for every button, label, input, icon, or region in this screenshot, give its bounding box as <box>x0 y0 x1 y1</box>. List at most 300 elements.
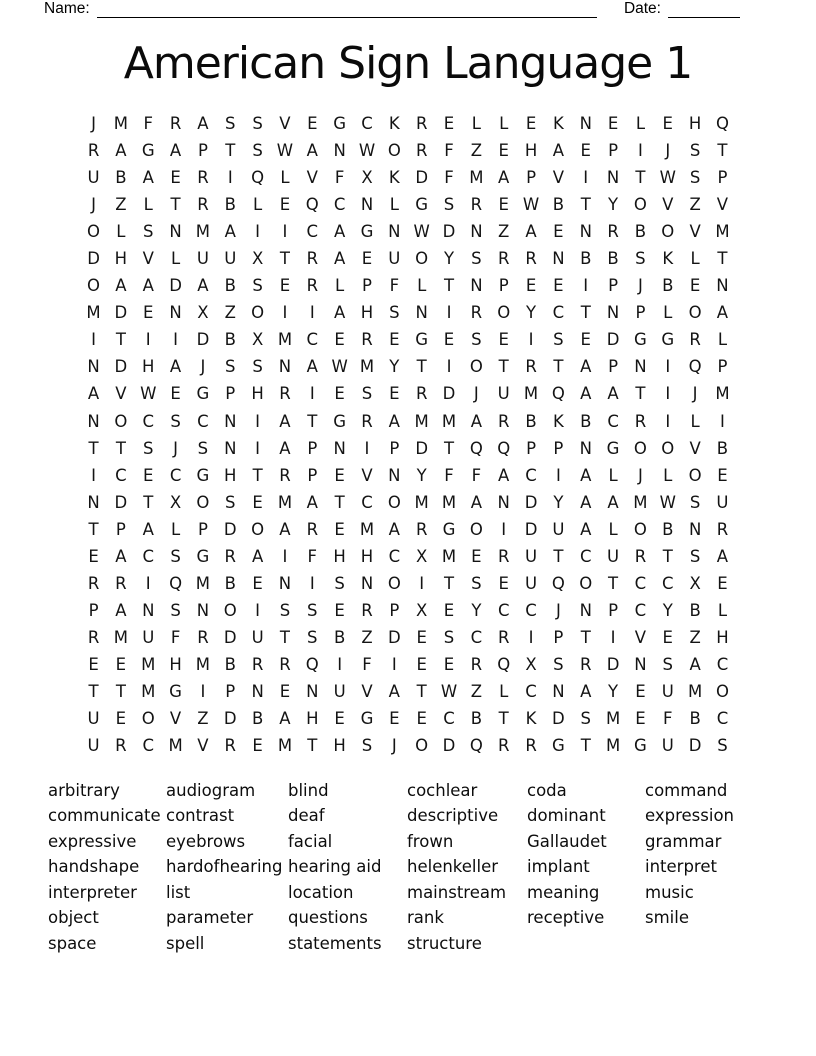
grid-letter: A <box>580 682 592 701</box>
grid-letter: I <box>145 573 151 593</box>
grid-letter: I <box>145 330 151 350</box>
grid-letter: K <box>552 114 564 134</box>
grid-letter: V <box>662 195 674 215</box>
grid-letter: Z <box>470 682 483 701</box>
grid-letter: P <box>553 438 564 458</box>
grid-letter: M <box>168 736 183 756</box>
grid-letter: P <box>197 141 208 161</box>
grid-letter: J <box>91 114 96 134</box>
grid-letter: Y <box>662 600 673 620</box>
grid-letter: D <box>442 736 456 756</box>
grid-letter: V <box>689 222 701 242</box>
grid-letter: I <box>227 168 233 188</box>
grid-letter: I <box>282 303 288 323</box>
word-item: helenkeller <box>407 857 499 877</box>
grid-letter: E <box>389 709 400 729</box>
grid-letter: S <box>225 114 236 134</box>
grid-letter: R <box>470 303 483 323</box>
grid-letter: C <box>662 573 674 593</box>
grid-letter: R <box>306 276 319 296</box>
grid-letter: P <box>389 438 400 458</box>
grid-letter: T <box>252 465 263 485</box>
grid-letter: R <box>497 411 510 431</box>
grid-letter: B <box>115 168 127 188</box>
grid-letter: C <box>361 492 373 512</box>
grid-letter: I <box>555 465 561 485</box>
grid-letter: E <box>498 573 509 593</box>
grid-letter: Z <box>361 627 373 647</box>
grid-letter: P <box>608 141 619 161</box>
grid-letter: Z <box>224 303 236 323</box>
grid-letter: C <box>333 195 346 215</box>
grid-letter: O <box>87 222 101 242</box>
grid-letter: D <box>87 249 100 269</box>
grid-letter: L <box>608 519 618 539</box>
grid-letter: I <box>200 682 206 701</box>
grid-letter: X <box>197 303 209 323</box>
grid-letter: Z <box>689 627 701 647</box>
grid-letter: N <box>579 222 592 242</box>
grid-letter: E <box>553 276 564 296</box>
grid-letter: E <box>334 465 345 485</box>
grid-letter: F <box>444 168 454 188</box>
grid-letter: I <box>309 384 315 404</box>
grid-letter: L <box>471 114 481 134</box>
grid-letter: T <box>416 357 427 377</box>
grid-letter: E <box>252 573 263 593</box>
word-item: facial <box>288 831 333 851</box>
grid-letter: A <box>306 492 318 512</box>
grid-letter: M <box>441 492 457 512</box>
grid-letter: Q <box>497 654 511 674</box>
grid-letter: S <box>361 384 373 404</box>
grid-letter: V <box>169 709 182 729</box>
grid-letter: E <box>334 519 345 539</box>
grid-letter: U <box>716 492 729 512</box>
grid-letter: M <box>359 519 375 539</box>
grid-letter: S <box>471 573 482 593</box>
grid-letter: X <box>525 654 537 674</box>
grid-letter: T <box>443 438 455 458</box>
grid-letter: P <box>362 276 372 296</box>
grid-letter: R <box>224 546 236 566</box>
grid-letter: C <box>525 465 537 485</box>
grid-letter: A <box>115 546 127 566</box>
grid-letter: A <box>580 384 592 404</box>
grid-letter: S <box>307 627 318 647</box>
grid-letter: F <box>307 546 318 566</box>
grid-letter: U <box>388 249 401 269</box>
grid-letter: A <box>580 357 592 377</box>
grid-letter: E <box>334 600 345 620</box>
grid-letter: F <box>389 276 400 296</box>
grid-letter: N <box>196 600 210 620</box>
grid-letter: S <box>471 330 482 350</box>
grid-letter: I <box>665 411 671 431</box>
grid-letter: E <box>115 654 127 674</box>
grid-letter: L <box>690 411 700 431</box>
grid-letter: W <box>522 195 540 215</box>
grid-letter: D <box>688 736 702 756</box>
grid-letter: B <box>689 709 701 729</box>
grid-letter: Z <box>115 195 127 215</box>
grid-letter: E <box>553 222 564 242</box>
grid-letter: M <box>141 654 156 674</box>
grid-letter: D <box>442 384 456 404</box>
grid-letter: J <box>200 357 206 377</box>
grid-letter: E <box>662 114 673 134</box>
word-list-column <box>407 778 527 956</box>
grid-letter: N <box>470 222 483 242</box>
grid-letter: W <box>440 682 458 701</box>
grid-letter: R <box>525 357 537 377</box>
grid-letter: L <box>335 276 345 296</box>
grid-letter: S <box>197 438 209 458</box>
grid-letter: R <box>525 736 537 756</box>
grid-letter: T <box>279 627 290 647</box>
grid-letter: H <box>524 141 538 161</box>
grid-letter: R <box>716 519 729 539</box>
grid-letter: T <box>143 492 154 512</box>
grid-letter: A <box>333 222 346 242</box>
word-item: receptive <box>527 908 605 928</box>
grid-letter: E <box>689 276 701 296</box>
word-item: interpret <box>645 857 717 877</box>
grid-letter: R <box>470 654 483 674</box>
grid-letter: U <box>87 736 100 756</box>
grid-letter: U <box>661 682 674 701</box>
grid-letter: G <box>661 330 675 350</box>
word-item: eyebrows <box>166 831 246 851</box>
grid-letter: A <box>498 168 510 188</box>
grid-letter: X <box>416 600 428 620</box>
grid-letter: Y <box>608 682 619 701</box>
grid-letter: B <box>251 709 264 729</box>
grid-letter: O <box>661 222 675 242</box>
grid-letter: G <box>196 384 210 404</box>
grid-letter: G <box>360 709 374 729</box>
grid-letter: E <box>143 465 154 485</box>
grid-letter: C <box>142 736 154 756</box>
grid-letter: R <box>87 573 100 593</box>
grid-letter: M <box>469 168 484 188</box>
grid-letter: T <box>88 519 99 539</box>
grid-letter: U <box>525 573 538 593</box>
grid-letter: A <box>607 384 619 404</box>
grid-letter: E <box>279 682 291 701</box>
grid-letter: U <box>196 249 209 269</box>
grid-letter: T <box>662 546 673 566</box>
grid-letter: E <box>416 654 427 674</box>
grid-letter: M <box>605 736 621 756</box>
grid-letter: L <box>635 114 646 134</box>
grid-letter: X <box>169 492 182 512</box>
grid-letter: M <box>86 303 101 323</box>
grid-letter: S <box>635 249 646 269</box>
grid-letter: S <box>553 654 564 674</box>
grid-letter: H <box>333 546 346 566</box>
grid-letter: L <box>170 249 181 269</box>
grid-letter: D <box>524 492 538 512</box>
grid-letter: B <box>580 411 592 431</box>
word-item: music <box>645 882 694 902</box>
grid-letter: N <box>634 357 647 377</box>
grid-letter: M <box>441 411 457 431</box>
grid-letter: O <box>196 492 210 512</box>
grid-letter: A <box>580 519 592 539</box>
grid-letter: O <box>223 600 237 620</box>
grid-letter: B <box>333 627 346 647</box>
grid-letter: N <box>87 357 100 377</box>
word-item: list <box>166 882 191 902</box>
grid-letter: I <box>255 411 261 431</box>
grid-letter: B <box>607 249 619 269</box>
word-list-column <box>527 778 645 956</box>
grid-letter: J <box>173 438 179 458</box>
grid-letter: Q <box>305 654 319 674</box>
word-item: command <box>645 781 728 800</box>
grid-letter: V <box>115 384 127 404</box>
grid-letter: A <box>580 465 592 485</box>
grid-letter: X <box>689 573 701 593</box>
grid-letter: M <box>195 654 211 674</box>
word-item: implant <box>527 857 590 877</box>
grid-letter: I <box>364 438 370 458</box>
grid-letter: X <box>251 249 264 269</box>
grid-letter: Q <box>715 114 729 134</box>
grid-letter: G <box>169 682 182 701</box>
grid-letter: L <box>690 249 700 269</box>
grid-letter: G <box>196 546 210 566</box>
grid-letter: D <box>114 357 128 377</box>
word-item: arbitrary <box>48 781 120 800</box>
grid-letter: I <box>446 357 452 377</box>
grid-letter: T <box>416 682 427 701</box>
grid-letter: H <box>306 709 319 729</box>
grid-letter: O <box>633 519 647 539</box>
grid-letter: O <box>415 249 429 269</box>
grid-letter: L <box>663 465 673 485</box>
grid-letter: B <box>224 654 236 674</box>
grid-letter: C <box>607 411 619 431</box>
grid-letter: E <box>334 330 345 350</box>
grid-letter: R <box>470 195 483 215</box>
grid-letter: C <box>142 546 154 566</box>
grid-letter: D <box>387 627 401 647</box>
grid-letter: Q <box>497 438 511 458</box>
grid-letter: I <box>637 141 643 161</box>
grid-letter: A <box>169 357 182 377</box>
grid-letter: M <box>277 492 293 512</box>
grid-letter: A <box>169 141 182 161</box>
grid-letter: G <box>634 330 647 350</box>
grid-letter: A <box>279 438 291 458</box>
grid-letter: V <box>142 249 154 269</box>
grid-letter: S <box>142 438 154 458</box>
word-item: spell <box>166 933 205 953</box>
grid-letter: C <box>306 330 319 350</box>
grid-letter: E <box>662 627 673 647</box>
grid-letter: U <box>552 519 565 539</box>
grid-letter: T <box>279 249 290 269</box>
grid-letter: Y <box>471 600 482 620</box>
grid-letter: S <box>689 141 701 161</box>
grid-letter: A <box>607 492 619 512</box>
grid-letter: Z <box>197 709 209 729</box>
grid-letter: P <box>526 168 537 188</box>
grid-letter: R <box>497 627 510 647</box>
word-item: coda <box>527 781 567 800</box>
grid-letter: L <box>143 195 153 215</box>
grid-letter: Y <box>389 357 400 377</box>
grid-letter: H <box>114 249 128 269</box>
grid-letter: P <box>197 519 208 539</box>
grid-letter: J <box>637 465 643 485</box>
grid-letter: D <box>606 330 620 350</box>
grid-letter: R <box>115 736 127 756</box>
grid-letter: A <box>197 114 209 134</box>
grid-letter: I <box>282 222 288 242</box>
grid-letter: D <box>169 276 182 296</box>
grid-letter: S <box>142 222 154 242</box>
grid-letter: E <box>307 114 318 134</box>
grid-letter: Q <box>551 573 565 593</box>
grid-letter: E <box>143 303 154 323</box>
grid-letter: Q <box>688 357 702 377</box>
word-item: dominant <box>527 806 606 826</box>
grid-letter: A <box>279 411 291 431</box>
grid-letter: R <box>115 573 127 593</box>
grid-letter: P <box>608 600 619 620</box>
grid-letter: Q <box>169 573 183 593</box>
grid-letter: J <box>91 195 96 215</box>
word-item: questions <box>288 908 368 928</box>
grid-letter: M <box>195 222 211 242</box>
grid-letter: E <box>115 709 127 729</box>
word-item: smile <box>645 908 689 928</box>
grid-letter: A <box>689 654 701 674</box>
grid-letter: I <box>282 546 288 566</box>
grid-letter: I <box>309 573 315 593</box>
grid-letter: O <box>633 438 647 458</box>
grid-letter: A <box>115 141 127 161</box>
grid-letter: K <box>552 411 564 431</box>
grid-letter: E <box>580 330 591 350</box>
grid-letter: M <box>359 357 375 377</box>
grid-letter: A <box>197 276 209 296</box>
grid-letter: E <box>443 600 455 620</box>
grid-letter: U <box>333 682 346 701</box>
grid-letter: N <box>87 492 100 512</box>
grid-letter: F <box>143 114 153 134</box>
grid-letter: P <box>307 465 318 485</box>
grid-letter: N <box>470 276 483 296</box>
grid-letter: I <box>583 276 589 296</box>
grid-letter: V <box>634 627 647 647</box>
grid-letter: J <box>665 141 671 161</box>
grid-letter: V <box>689 438 701 458</box>
grid-letter: J <box>473 384 479 404</box>
grid-letter: H <box>142 357 155 377</box>
grid-letter: S <box>225 357 236 377</box>
grid-letter: N <box>415 303 428 323</box>
grid-letter: G <box>442 519 456 539</box>
grid-letter: D <box>442 222 456 242</box>
grid-letter: C <box>716 654 729 674</box>
grid-letter: A <box>224 222 236 242</box>
word-item: contrast <box>166 806 235 826</box>
name-blank-line <box>97 2 597 18</box>
grid-letter: O <box>387 492 401 512</box>
grid-letter: R <box>634 411 647 431</box>
grid-letter: A <box>716 546 729 566</box>
grid-letter: U <box>607 546 620 566</box>
grid-letter: N <box>333 141 346 161</box>
grid-letter: A <box>306 141 318 161</box>
grid-letter: R <box>87 627 100 647</box>
grid-letter: A <box>525 222 537 242</box>
grid-letter: E <box>717 465 728 485</box>
grid-letter: M <box>113 627 129 647</box>
grid-letter: A <box>306 357 318 377</box>
grid-letter: P <box>88 600 99 620</box>
grid-letter: E <box>498 195 509 215</box>
grid-letter: T <box>307 736 318 756</box>
grid-letter: M <box>414 411 429 431</box>
grid-letter: C <box>115 465 127 485</box>
grid-letter: R <box>306 249 319 269</box>
grid-letter: O <box>715 682 729 701</box>
grid-letter: D <box>223 519 237 539</box>
grid-letter: S <box>334 573 345 593</box>
grid-letter: N <box>579 114 592 134</box>
grid-letter: N <box>169 303 182 323</box>
grid-letter: D <box>552 709 565 729</box>
grid-letter: R <box>415 141 428 161</box>
grid-letter: T <box>580 627 591 647</box>
grid-letter: S <box>252 357 263 377</box>
word-item: rank <box>407 908 444 928</box>
grid-letter: S <box>170 411 181 431</box>
grid-letter: G <box>634 736 647 756</box>
grid-letter: I <box>391 654 397 674</box>
grid-letter: V <box>552 168 565 188</box>
grid-letter: H <box>224 465 237 485</box>
grid-letter: E <box>443 654 455 674</box>
grid-letter: N <box>251 682 264 701</box>
grid-letter: E <box>252 492 263 512</box>
grid-letter: I <box>720 411 725 431</box>
grid-letter: H <box>716 627 729 647</box>
grid-letter: P <box>389 600 400 620</box>
grid-letter: O <box>387 141 401 161</box>
grid-letter: T <box>115 682 126 701</box>
word-list-column <box>645 778 796 956</box>
grid-letter: S <box>443 195 455 215</box>
grid-letter: L <box>116 222 126 242</box>
grid-letter: A <box>251 546 264 566</box>
grid-letter: L <box>499 682 509 701</box>
grid-letter: E <box>416 709 427 729</box>
grid-letter: A <box>716 303 729 323</box>
word-item: interpreter <box>48 882 137 902</box>
grid-letter: V <box>361 465 373 485</box>
grid-letter: F <box>471 465 482 485</box>
grid-letter: S <box>553 330 564 350</box>
grid-letter: S <box>279 600 291 620</box>
grid-letter: H <box>360 546 374 566</box>
word-item: handshape <box>48 857 140 877</box>
